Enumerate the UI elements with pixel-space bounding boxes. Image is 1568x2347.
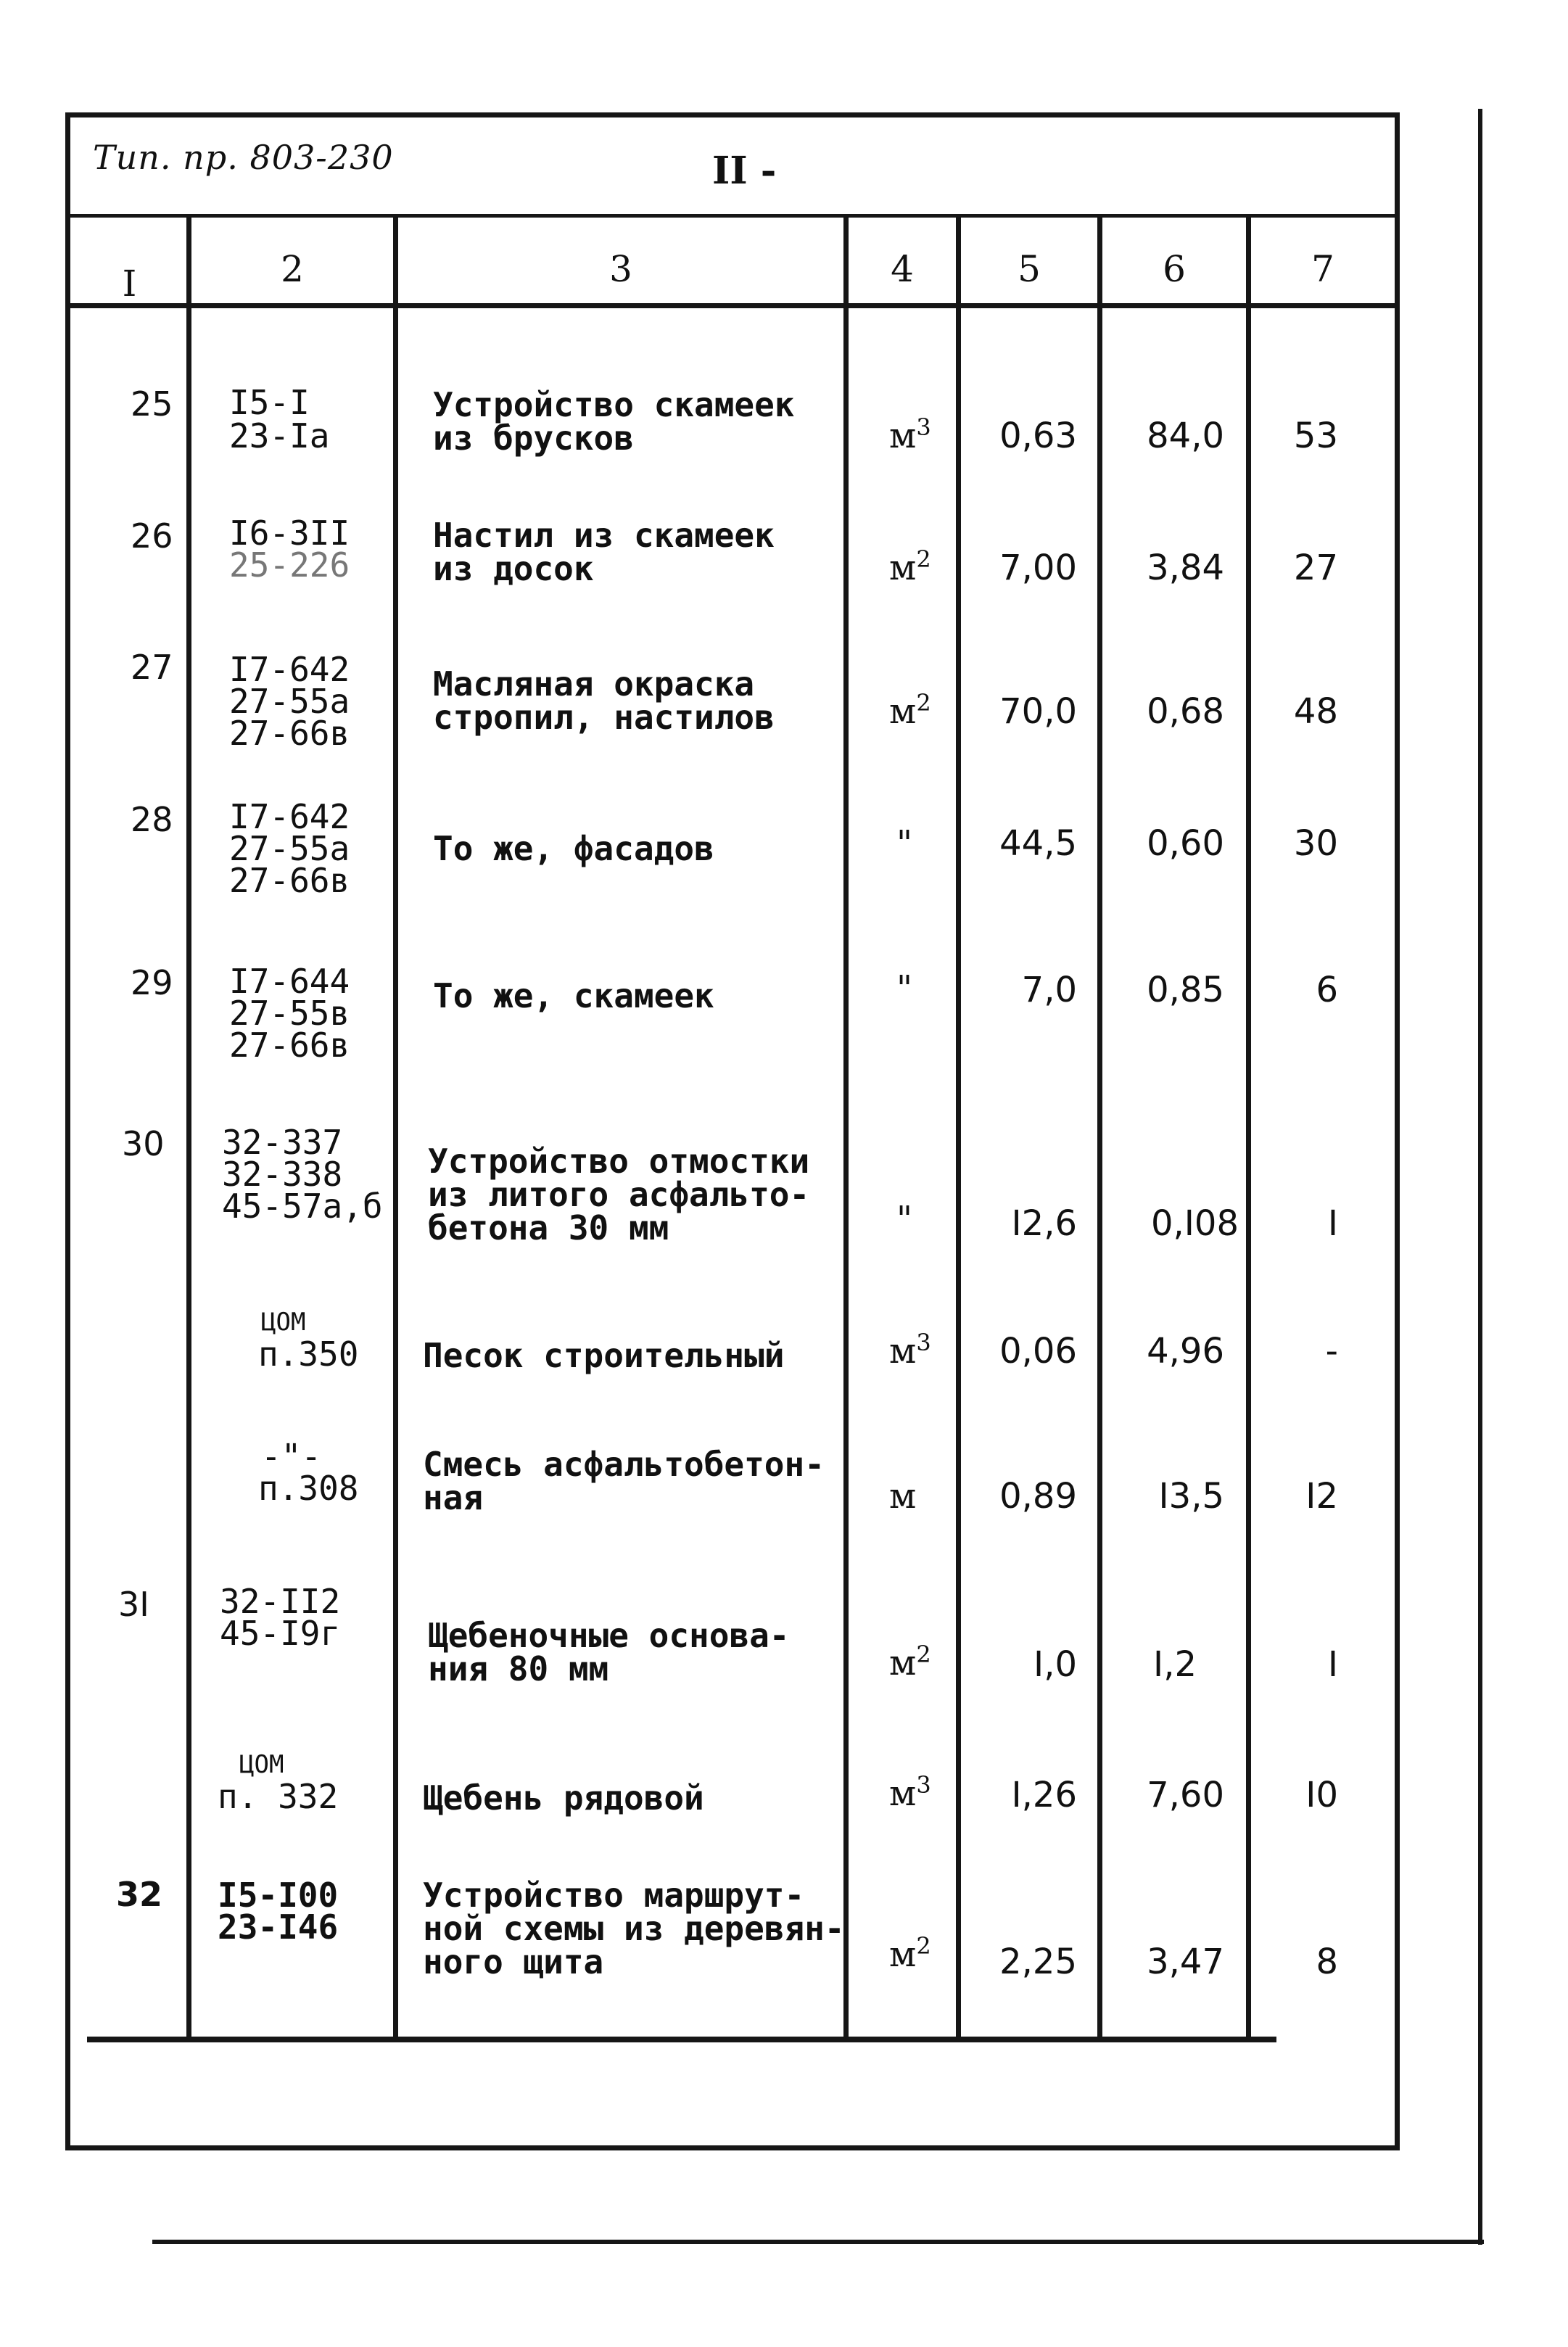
unit-cell: " bbox=[896, 968, 913, 1009]
work-description-line: То же, фасадов bbox=[433, 829, 714, 868]
total-cell: I0 bbox=[1305, 1775, 1338, 1815]
column-number-3: 3 bbox=[609, 248, 632, 290]
total-cell: 30 bbox=[1293, 823, 1338, 864]
code-line: I6-3II bbox=[229, 513, 350, 553]
code-line: I7-642 bbox=[229, 650, 350, 689]
code-line: 27-66в bbox=[229, 1026, 350, 1065]
quantity-cell: 2,25 bbox=[999, 1942, 1077, 1982]
quantity-cell: I,26 bbox=[1011, 1775, 1077, 1815]
unit-price-cell: 3,47 bbox=[1147, 1942, 1224, 1982]
unit-cell: $м^2$ bbox=[889, 1641, 931, 1683]
work-description-line: Устройство маршрут- bbox=[423, 1876, 805, 1915]
column-number-5: 5 bbox=[1018, 248, 1041, 290]
row-number: 30 bbox=[122, 1124, 165, 1163]
code-line: 23-I46 bbox=[218, 1907, 339, 1947]
col-divider-5 bbox=[1097, 218, 1102, 2042]
quantity-cell: 0,89 bbox=[999, 1476, 1077, 1517]
unit-cell: $м^2$ bbox=[889, 1932, 931, 1975]
work-description-line: Устройство отмостки bbox=[428, 1142, 810, 1181]
row-number: 26 bbox=[131, 516, 173, 556]
quantity-cell: I,0 bbox=[1033, 1644, 1077, 1685]
unit-cell: м bbox=[889, 1476, 917, 1517]
total-cell: I2 bbox=[1305, 1476, 1338, 1517]
row-number: 27 bbox=[131, 648, 173, 687]
total-cell: 6 bbox=[1316, 970, 1338, 1010]
column-number-6: 6 bbox=[1163, 248, 1186, 290]
work-description-line: Смесь асфальтобетон- bbox=[423, 1445, 825, 1484]
code-line: 25-226 bbox=[229, 545, 350, 585]
unit-price-cell: 84,0 bbox=[1147, 416, 1224, 456]
unit-cell: $м^3$ bbox=[889, 1771, 931, 1814]
work-description-line: Щебень рядовой bbox=[423, 1778, 704, 1818]
code-line: 23-Ia bbox=[229, 416, 330, 455]
unit-price-cell: 0,85 bbox=[1147, 970, 1224, 1010]
work-description-line: ная bbox=[423, 1478, 484, 1517]
col-divider-2 bbox=[393, 218, 398, 2042]
quantity-cell: 7,00 bbox=[999, 548, 1077, 588]
code-line: 27-55а bbox=[229, 682, 350, 721]
row-number: 25 bbox=[131, 384, 173, 424]
code-line: 32-337 bbox=[222, 1123, 343, 1162]
unit-price-cell: I,2 bbox=[1153, 1644, 1197, 1685]
work-description-line: Настил из скамеек bbox=[433, 516, 775, 555]
work-description-line: Устройство скамеек bbox=[433, 385, 795, 424]
work-description-line: из досок bbox=[433, 549, 594, 588]
page-right-line bbox=[1478, 109, 1482, 2245]
work-description-line: бетона 30 мм bbox=[428, 1208, 669, 1247]
code-line: -"- bbox=[261, 1437, 322, 1476]
total-cell: 48 bbox=[1293, 691, 1338, 732]
unit-cell: $м^3$ bbox=[889, 1329, 931, 1372]
col-divider-1 bbox=[186, 218, 191, 2042]
unit-price-cell: 3,84 bbox=[1147, 548, 1224, 588]
code-line: I7-642 bbox=[229, 797, 350, 836]
work-description-line: из брусков bbox=[433, 418, 634, 458]
work-description-line: ния 80 мм bbox=[428, 1649, 609, 1688]
column-number-7: 7 bbox=[1311, 248, 1334, 290]
page-number: II - bbox=[712, 149, 777, 193]
header-divider bbox=[70, 214, 1395, 218]
column-number-4: 4 bbox=[891, 248, 914, 290]
column-number-2: 2 bbox=[281, 248, 304, 290]
unit-cell: $м^2$ bbox=[889, 545, 931, 588]
work-description-line: стропил, настилов bbox=[433, 698, 775, 737]
code-line: ЦОМ bbox=[239, 1750, 284, 1779]
work-description-line: То же, скамеек bbox=[433, 976, 714, 1015]
total-cell: 27 bbox=[1293, 548, 1338, 588]
code-line: I5-I bbox=[229, 383, 310, 422]
quantity-cell: 0,06 bbox=[999, 1331, 1077, 1372]
work-description-line: ной схемы из деревян- bbox=[423, 1909, 845, 1948]
column-number-1: I bbox=[122, 263, 137, 305]
quantity-cell: 44,5 bbox=[999, 823, 1077, 864]
unit-cell: " bbox=[896, 823, 913, 864]
code-line: 32-II2 bbox=[220, 1582, 341, 1621]
row-number: 32 bbox=[116, 1875, 163, 1914]
col-divider-3 bbox=[843, 218, 849, 2042]
work-description-line: Щебеночные основа- bbox=[428, 1616, 790, 1655]
unit-cell: " bbox=[896, 1199, 913, 1240]
unit-cell: $м^3$ bbox=[889, 413, 931, 456]
code-line: 27-55в bbox=[229, 994, 350, 1033]
unit-price-cell: I3,5 bbox=[1158, 1476, 1224, 1517]
total-cell: - bbox=[1325, 1331, 1338, 1372]
row-number: 28 bbox=[131, 800, 173, 839]
code-line: 32-338 bbox=[222, 1155, 343, 1194]
total-cell: 8 bbox=[1316, 1942, 1338, 1982]
unit-price-cell: 7,60 bbox=[1147, 1775, 1224, 1815]
work-description-line: из литого асфальто- bbox=[428, 1175, 810, 1214]
unit-price-cell: 0,60 bbox=[1147, 823, 1224, 864]
col-divider-4 bbox=[956, 218, 961, 2042]
total-cell: I bbox=[1327, 1203, 1338, 1244]
row-number: 3I bbox=[118, 1585, 149, 1624]
unit-price-cell: 0,68 bbox=[1147, 691, 1224, 732]
work-description-line: Масляная окраска bbox=[433, 664, 755, 704]
code-line: 45-I9г bbox=[220, 1614, 341, 1653]
unit-cell: $м^2$ bbox=[889, 689, 931, 732]
code-line: 27-66в bbox=[229, 861, 350, 900]
quantity-cell: 70,0 bbox=[999, 691, 1077, 732]
col-divider-6 bbox=[1246, 218, 1251, 2042]
document-title: Тип. пр. 803-230 bbox=[93, 138, 394, 177]
code-line: I5-I00 bbox=[218, 1876, 339, 1915]
page-bottom-line bbox=[152, 2240, 1484, 2244]
code-line: п.308 bbox=[258, 1469, 359, 1508]
work-description-line: ного щита bbox=[423, 1942, 604, 1981]
quantity-cell: 0,63 bbox=[999, 416, 1077, 456]
row-number: 29 bbox=[131, 963, 173, 1002]
total-cell: I bbox=[1327, 1644, 1338, 1685]
code-line: 27-55а bbox=[229, 829, 350, 868]
column-header-divider bbox=[70, 303, 1395, 308]
code-line: I7-644 bbox=[229, 962, 350, 1001]
code-line: ЦОМ bbox=[261, 1308, 306, 1337]
work-description-line: Песок строительный bbox=[423, 1336, 785, 1375]
code-line: п. 332 bbox=[218, 1777, 339, 1816]
quantity-cell: I2,6 bbox=[1011, 1203, 1077, 1244]
unit-price-cell: 0,I08 bbox=[1150, 1203, 1239, 1244]
code-line: 45-57а,б bbox=[222, 1187, 383, 1226]
code-line: п.350 bbox=[258, 1335, 359, 1374]
quantity-cell: 7,0 bbox=[1021, 970, 1077, 1010]
unit-price-cell: 4,96 bbox=[1147, 1331, 1224, 1372]
total-cell: 53 bbox=[1293, 416, 1338, 456]
code-line: 27-66в bbox=[229, 714, 350, 753]
